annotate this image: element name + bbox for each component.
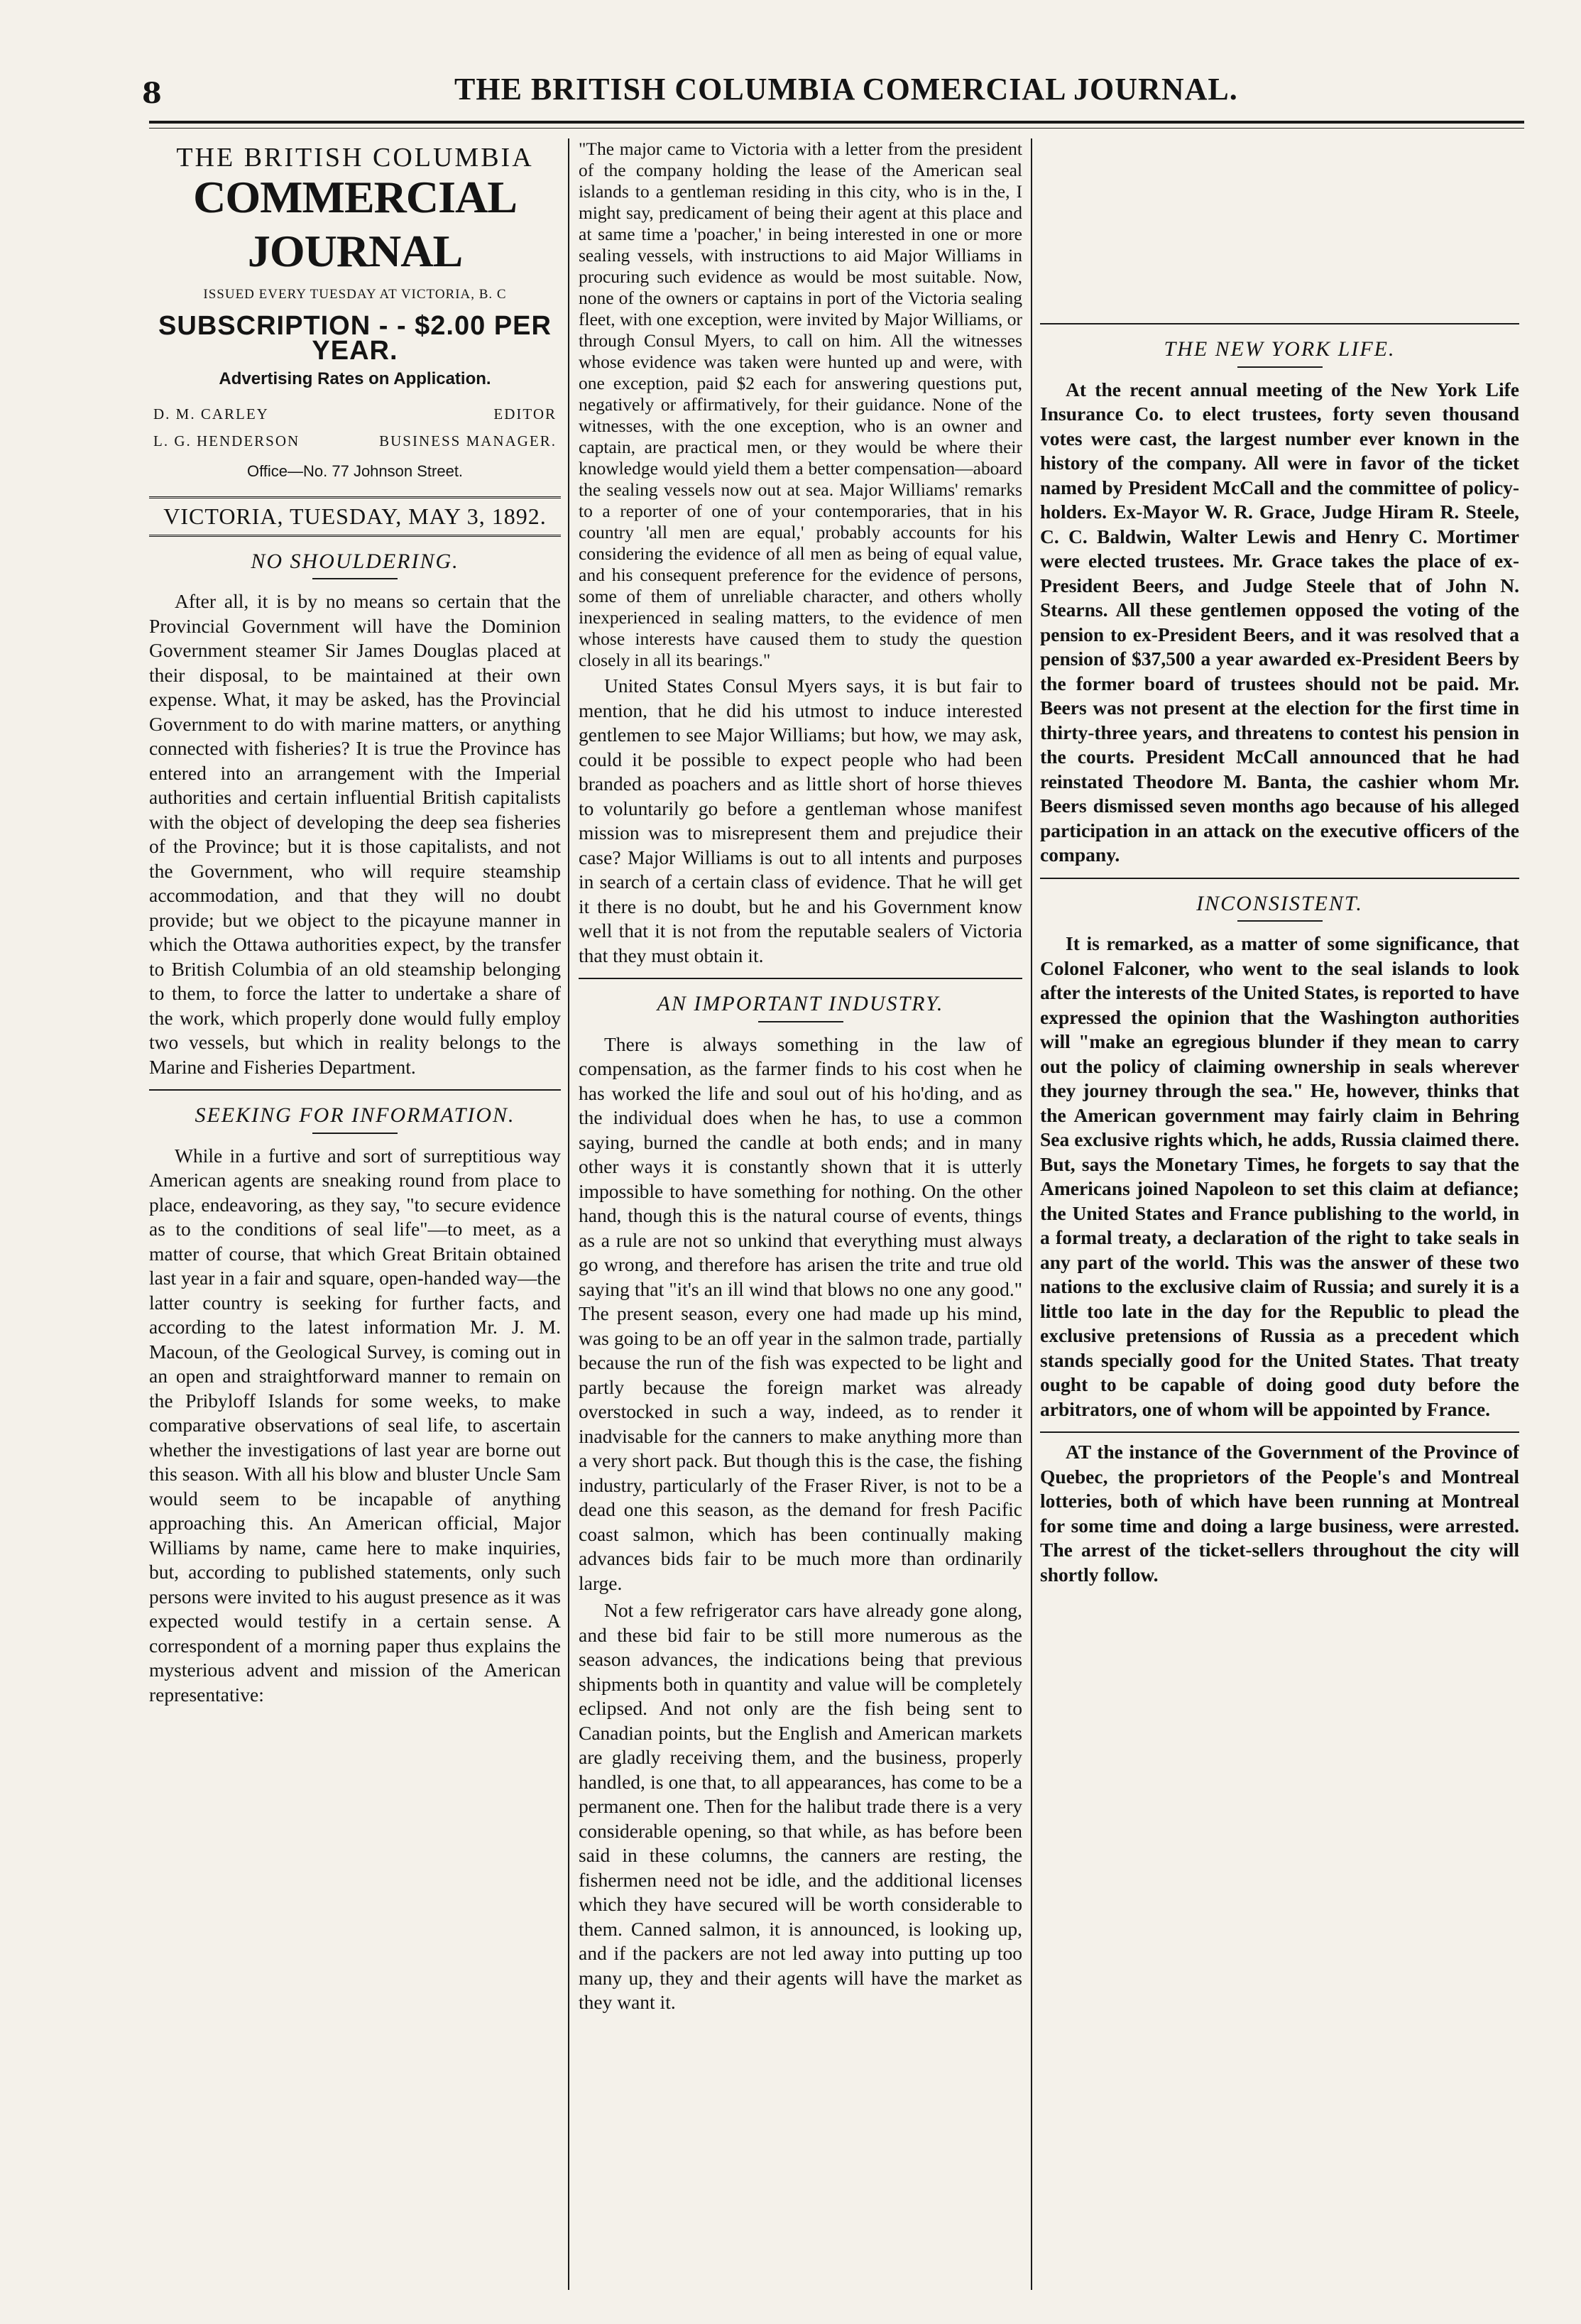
article-title-no-shouldering: NO SHOULDERING. <box>251 549 459 573</box>
editor-line <box>149 402 561 427</box>
column-3 <box>1040 138 1519 2290</box>
section-rule <box>1040 878 1519 879</box>
section-rule <box>1040 323 1519 324</box>
article-body: There is always something in the law of compensation, as the farmer finds to his cost when he has worked the life and soul out of his ho'ding, and as the individual does when he has, to use a common saying, burned the candle at both ends; and in many other ways it is constantly shown that it is utterly impossible to have something for nothing. On the other hand, though this is the natural course of events, things as a rule are not so unkind that everything must always go wrong, and therefore has arisen the trite and true old saying that "it's an ill wind that blows no one any good." The present season, every one had made up his mind, was going to be an off year in the salmon trade, partially because the run of the fish was expected to be light and partly because the foreign market was already overstocked in such a way, indeed, as to render it inadvisable for the canners to make anything more than a very short pack. But though this is the case, the fishing industry, particularly of the Fraser River, is not to be a dead one this season, as the demand for fresh Pacific coast salmon, which has been continually making advances bids fair to be much more than ordinarily large. <box>579 1032 1022 1594</box>
running-title: THE BRITISH COLUMBIA COMERCIAL JOURNAL. <box>454 72 1238 107</box>
dateline: VICTORIA, TUESDAY, MAY 3, 1892. <box>149 496 561 537</box>
editor-name: D. M. CARLEY <box>153 405 269 422</box>
section-rule <box>1040 1431 1519 1433</box>
section-rule <box>579 978 1022 979</box>
manager-role: BUSINESS MANAGER. <box>379 432 557 449</box>
masthead <box>149 143 561 392</box>
subscription-price: SUBSCRIPTION - - $2.00 PER YEAR. <box>158 311 552 366</box>
masthead-line1: THE BRITISH COLUMBIA <box>176 143 534 173</box>
title-rule <box>1237 920 1323 922</box>
office-address: Office—No. 77 Johnson Street. <box>246 462 464 480</box>
article-body-lotteries: AT the instance of the Government of the Province of Quebec, the proprietors of the People's and Montreal lotteries, both of which have been running at Montreal for some time and doing a large business, were arrested. The arrest of the ticket-sellers throughout the city will shortly follow. <box>1040 1441 1519 1586</box>
manager-name: L. G. HENDERSON <box>153 432 300 449</box>
manager-line <box>149 429 561 454</box>
article-body: Not a few refrigerator cars have already gone along, and these bid fair to be still more numerous as the season advances, the indications being that previous shipments both in quantity and value will be completely eclipsed. And not only are the fish being sent to Canadian points, but the English and American markets are gladly receiving them, and the business, properly handled, is one that, to all appearances, has come to be a permanent one. Then for the halibut trade there is a very considerable opening, so that while, as has before been said in these columns, the canners are resting, the fishermen need not be idle, and the additional licenses which they have secured will be worth considerable to them. Canned salmon, it is announced, is looking up, and if the packers are not led away into putting up too many up, they and their agents will have the market as they want it. <box>579 1599 1022 2013</box>
masthead-title: COMMERCIAL JOURNAL <box>193 171 517 276</box>
header-rule <box>149 121 1524 124</box>
title-rule <box>312 578 398 579</box>
title-rule <box>1237 366 1323 368</box>
article-body: United States Consul Myers says, it is but fair to mention, that he did his utmost to induce interested gentlemen to see Major Williams; but how, we may ask, could it be possible to expect people who had been branded as poachers and as little short of horse thieves to voluntarily go before a gentleman whose manifest mission was to misrepresent them and prejudice their case? Major Williams is out to all intents and purposes in search of a certain class of evidence. That he will get it there is no doubt, but he and his Government know well that it is not from the reputable sealers of Victoria that they must obtain it. <box>579 675 1022 966</box>
editor-role: EDITOR <box>493 405 557 422</box>
masthead-issued: ISSUED EVERY TUESDAY AT VICTORIA, B. C <box>203 286 507 302</box>
article-body: While in a furtive and sort of surreptitious way American agents are sneaking round from place to place, endeavoring, as they say, "to secure evidence as to the conditions of seal life"—to meet, as a matter of course, that which Great Britain obtained last year in a fair and square, open-handed way—the latter country is seeking for further facts, and according to the latest information Mr. J. M. Macoun, of the Geological Survey, is coming out in an open and straightforward manner to remain on the Pribyloff Islands for some weeks, to make comparative observations of seal life, to ascertain whether the investigations of last year are borne out this season. With all his blow and bluster Uncle Sam would seem to be incapable of anything approaching this. An American official, Major Williams by name, came here to make inquiries, but, according to published statements, only such persons were invited to his august presence as it was expected would testify in a certain sense. A correspondent of a morning paper thus explains the mysterious advent and mission of the American representative: <box>149 1144 561 1706</box>
header-rule-thin <box>149 128 1524 129</box>
column-rule <box>568 138 569 2290</box>
title-rule <box>312 1133 398 1134</box>
column-rule <box>1031 138 1032 2290</box>
article-title-new-york-life: THE NEW YORK LIFE. <box>1164 337 1396 361</box>
article-body: After all, it is by no means so certain that the Provincial Government will have the Dominion Government steamer Sir James Douglas placed at their disposal, to be maintained at their own expense. What, it may be asked, has the Provincial Government to do with marine matters, or anything connected with fisheries? It is true the Province has entered into an arrangement with the Imperial authorities and certain influential British capitalists with the object of developing the deep sea fisheries of the Province; but it is those capitalists, and not the Government, who will require steamship accommodation, and that they will no doubt provide; but we object to the picayune manner in which the Ottawa authorities expect, by the transfer to British Columbia of an old steamship belonging to them, to force the latter to undertake a share of the work, which properly done would fully employ two vessels, but which in reality belongs to the Marine and Fisheries Department. <box>149 590 561 1078</box>
column-1 <box>149 138 561 2290</box>
article-title-inconsistent: INCONSISTENT. <box>1196 891 1363 915</box>
title-rule <box>758 1021 843 1022</box>
page-number: 8 <box>142 77 162 110</box>
article-title-seeking: SEEKING FOR INFORMATION. <box>195 1103 515 1127</box>
article-title-industry: AN IMPORTANT INDUSTRY. <box>657 992 944 1015</box>
section-rule <box>149 1089 561 1091</box>
article-quote: "The major came to Victoria with a letter from the president of the company holding the lease of the American seal islands to a gentleman residing in this city, who is in the, I might say, predicament of being their agent at this place and at same time a 'poacher,' in being interested in one or more sealing vessels, with instructions to aid Major Williams in procuring such evidence as would be most suitable. Now, none of the owners or captains in port of the Victoria sealing fleet, with one exception, were invited by Major Williams, or through Consul Myers, to call on him. All the witnesses whose evidence was taken were hunted up and were, with one exception, paid $2 each for answering questions put, negatively or affirmatively, for their guidance. None of the witnesses, with the one exception, who is an owner and captain, are practical men, or they would be where their knowledge would yield them a better compensation—aboard the sealing vessels now out at sea. Major Williams' remarks to a reporter of one of your contemporaries, that in his country 'all men are equal,' probably accounts for his considering the evidence of all men as being of equal value, and his consequent preference for the evidence of persons, some of them of unreliable character, and others wholly inexperienced in sealing matters, to the evidence of men whose interests have caused them to study the question closely in all its bearings." <box>579 138 1022 670</box>
article-body: At the recent annual meeting of the New York Life Insurance Co. to elect trustees, forty seven thousand votes were cast, the largest number ever known in the history of the company. All were in favor of the ticket named by President McCall and the committee of policy-holders. Ex-Mayor W. R. Grace, Judge Hiram R. Steele, C. C. Baldwin, Walter Lewis and Henry C. Mortimer were elected trustees. Mr. Grace takes the place of ex-President Beers, and Judge Steele that of John N. Stearns. All these gentlemen opposed the voting of the pension to ex-President Beers, and it was resolved that a pension of $37,500 a year awarded ex-President Beers by the former board of trustees should not be paid. Mr. Beers was not present at the election for the first time in thirty-three years, and threatens to contest his pension in the courts. President McCall announced that he had reinstated Theodore M. Banta, the cashier whom Mr. Beers dismissed seven months ago because of his alleged participation in an attack on the executive officers of the company. <box>1040 378 1519 866</box>
article-body: It is remarked, as a matter of some significance, that Colonel Falconer, who went to the seal islands to look after the interests of the United States, is reported to have expressed the opinion that the Washington authorities will "make an egregious blunder if they mean to carry out the policy of claiming ownership in seals wherever they journey through the sea." He, however, thinks that the American government may fairly claim in Behring Sea exclusive rights which, he adds, Russia claimed there. But, says the Monetary Times, he forgets to say that the Americans joined Napoleon to set this claim at defiance; the United States and France publishing to the world, in a formal treaty, a declaration of the right to take seals in any part of the world. This was the answer of these two nations to the exclusive claim of Russia; and surely it is a little too late in the day for the Republic to plead the exclusive pretensions of Russia as a precedent which stands specially good for the United States. That treaty ought to be capable of doing good duty before the arbitrators, one of whom will be appointed by France. <box>1040 932 1519 1420</box>
advertising-note: Advertising Rates on Application. <box>219 369 491 388</box>
column-2 <box>579 138 1022 2290</box>
